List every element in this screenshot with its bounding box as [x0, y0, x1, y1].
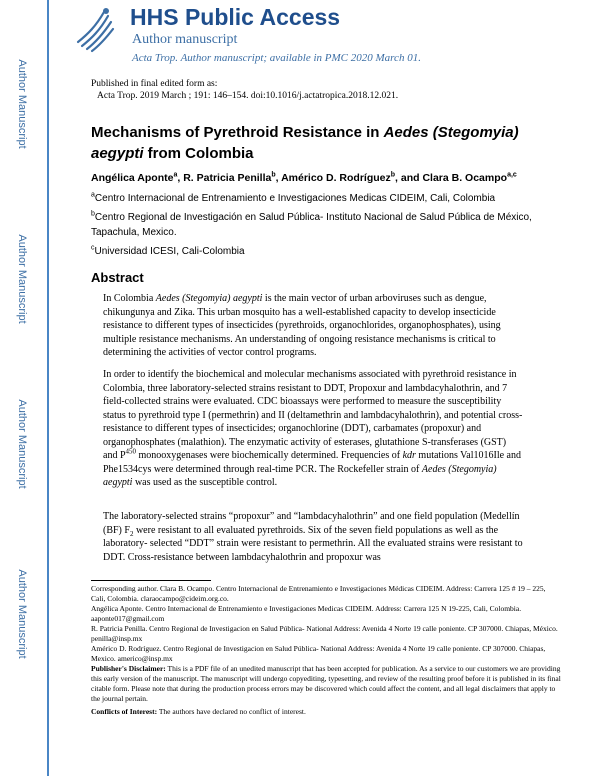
abstract-paragraph: In Colombia Aedes (Stegomyia) aegypti is the main vector of urban arboviruses such as dengue, chikungunya and Zika. This urban mosquito has a well-established capacity to develop insecticide resistance to different types of insecticides (pyrethroids, organochlorides, organophosphates), using multiple resistance mechanisms. An understanding of ongoing resistance mechanisms is critical to determining the activities of vector control programs.: [103, 293, 501, 358]
manuscript-label: Author manuscript: [132, 32, 238, 47]
affiliation: $^a$Centro Internacional de Entrenamiento e Investigaciones Medicas CIDEIM, Cali, Colombia: [91, 191, 496, 204]
author-list: Angélica Aponte$^a$, R. Patricia Penilla$^b$, Américo D. Rodríguez$^b$, and Clara B. Ocampo$^{a,c}$: [91, 171, 517, 184]
side-label: Author Manuscript: [16, 569, 28, 659]
author-name: Américo D. Rodríguez: [281, 172, 391, 184]
author-name: R. Patricia Penilla: [183, 172, 272, 184]
side-label: Author Manuscript: [16, 59, 28, 149]
conflicts-of-interest: Conflicts of Interest: The authors have declared no conflict of interest.: [91, 707, 306, 716]
footnote-author: Angélica Aponte. Centro Internacional de Entrenamiento e Investigaciones Medicas CIDEIM. Address: Carrera 125 N 19-225, Cali, Colombia. aaponte017@gmail.com: [91, 604, 522, 623]
side-label: Author Manuscript: [16, 399, 28, 489]
footnote-author: R. Patricia Penilla. Centro Regional de Investigacion en Salud Pública- National Address: Avenida 4 Norte 19 calle poniente. CP 307000. Chiapas, México. penilla@insp.mx: [91, 624, 558, 643]
abstract-heading: Abstract: [91, 270, 144, 285]
manuscript-citation: Acta Trop. Author manuscript; available in PMC 2020 March 01.: [132, 52, 421, 64]
hhs-eagle-logo: [70, 4, 120, 54]
published-line: Published in final edited form as:: [91, 79, 218, 89]
side-label: Author Manuscript: [16, 234, 28, 324]
footnote-corresponding: Corresponding author. Clara B. Ocampo. Centro Internacional de Entrenamiento e Investigaciones Médicas CIDEIM. Address: Carrera 125 # 19 – 225, Cali, Colombia. claraocampo@cideim.org.co.: [91, 584, 546, 603]
author-name: Angélica Aponte: [91, 172, 174, 184]
published-citation: Acta Trop. 2019 March ; 191: 146–154. doi:10.1016/j.actatropica.2018.12.021.: [97, 91, 399, 101]
abstract-paragraph: The laboratory-selected strains “propoxur” and “lambdacyhalothrin” and one field population (Medellín (BF) $F_2$ were resistant to all evaluated pyrethroids. Six of the seven field populations as well as the laboratory- selected “DDT” strain were resistant to permethrin. All the evaluated strains were resistant to DDT. Cross-resistance between lambdacyhalothrin and propoxur was: [103, 511, 523, 563]
footnote-divider: [91, 580, 211, 581]
footnote-author: Américo D. Rodríguez. Centro Regional de Investigacion en Salud Pública- National Address: Avenida 4 Norte 19 calle poniente. CP 307000. Chiapas, Mexico. americo@insp.mx: [91, 644, 546, 663]
article-title: Mechanisms of Pyrethroid Resistance in Aedes (Stegomyia) aegypti from Colombia: [91, 124, 519, 162]
published-note: [91, 78, 398, 102]
side-divider-line: [47, 0, 49, 776]
publisher-disclaimer: Publisher's Disclaimer: This is a PDF file of an unedited manuscript that has been accepted for publication. As a service to our customers we are providing this early version of the manuscript. The manuscript will undergo copyediting, typesetting, and review of the resulting proof before it is published in its final citable form. Please note that during the production process errors may be discovered which could affect the content, and all legal disclaimers that apply to the journal pertain.: [91, 664, 561, 703]
author-name: Clara B. Ocampo: [422, 172, 508, 184]
abstract-paragraph: In order to identify the biochemical and molecular mechanisms associated with pyrethroid resistance in Colombia, three laboratory-selected strains resistant to DDT, Propoxur and lambdacyhalothrin, and 7 field-collected strains were evaluated. CDC bioassays were performed to measure the susceptibility status to pyrethroid type I (permethrin) and II (deltamethrin and lambdacyhalothrin), and potential cross-resistance to different types of insecticides; organochlorine (DDT), carbamates (propoxur) and organophosphates (malathion). The enzymatic activity of esterases, glutathione S-transferases (GST) and $P^{450}$ monooxygenases were biochemically determined. Frequencies of kdr mutations Val1016Ile and Phe1534cys were determined through real-time PCR. The Rockefeller strain of Aedes (Stegomyia) aegypti was used as the susceptible control.: [103, 369, 523, 488]
hhs-title: HHS Public Access: [130, 4, 341, 30]
affiliation: $^c$Universidad ICESI, Cali-Colombia: [91, 244, 245, 257]
affiliation: $^b$Centro Regional de Investigación en Salud Pública- Instituto Nacional de Salud Pública de México, Tapachula, Mexico.: [91, 210, 532, 238]
